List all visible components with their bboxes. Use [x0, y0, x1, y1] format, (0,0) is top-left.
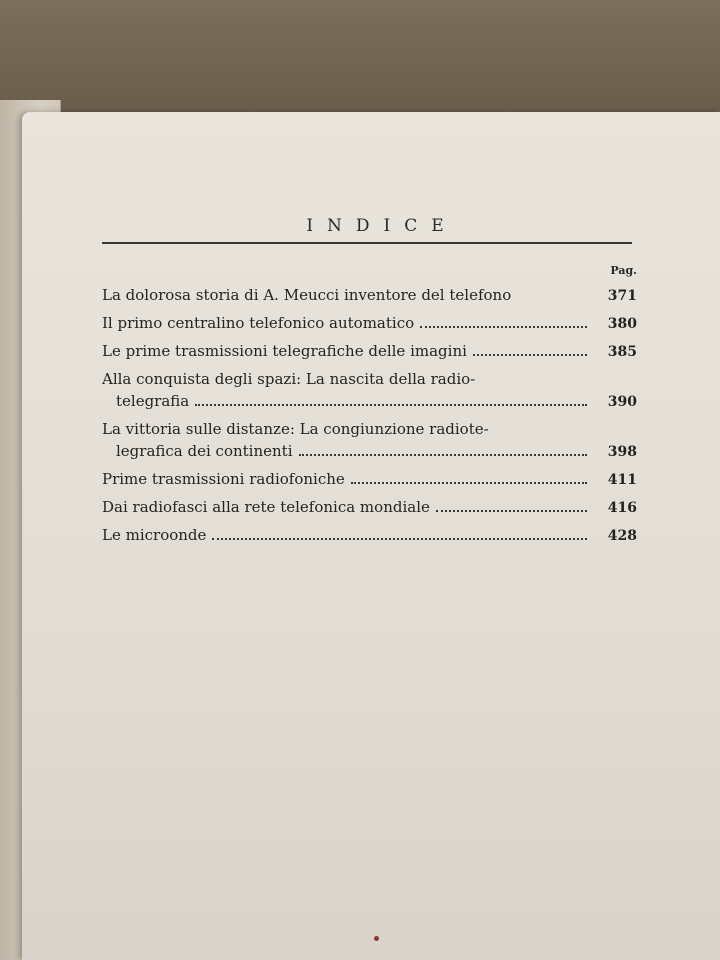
dot-leader	[351, 470, 587, 484]
toc-entry-line	[102, 524, 637, 547]
toc-entry	[102, 496, 637, 519]
toc-entry	[102, 524, 637, 547]
index-title: INDICE	[306, 216, 458, 236]
dot-leader	[420, 314, 587, 328]
toc-entry-title: Le microonde	[102, 526, 207, 544]
dot-leader	[473, 342, 587, 356]
toc-page-number: 398	[607, 444, 637, 460]
toc-entry-title: Alla conquista degli spazi: La nascita della radio-	[102, 370, 476, 388]
toc-entry-title: Le prime trasmissioni telegrafiche delle imagini	[102, 342, 467, 360]
paper-speck	[374, 936, 379, 941]
toc-entry	[102, 312, 637, 335]
page-column-label: Pag.	[610, 264, 637, 277]
toc-page-number: 390	[607, 394, 637, 410]
toc-entry-title: legrafica dei continenti	[116, 442, 293, 460]
toc-page-number: 428	[607, 528, 637, 544]
toc-entry-line	[102, 468, 637, 491]
toc-entry-line	[102, 312, 637, 335]
dot-leader	[195, 392, 587, 406]
toc-entry-title: La dolorosa storia di A. Meucci inventore del telefono	[102, 286, 512, 304]
toc-entry-line	[102, 496, 637, 519]
toc-entry-line	[102, 340, 637, 363]
toc-page-number: 416	[607, 500, 637, 516]
toc-entry-line	[102, 390, 637, 413]
book-page	[22, 112, 720, 960]
toc-entry-title: telegrafia	[116, 392, 190, 410]
toc-entry	[102, 368, 637, 413]
toc-page-number: 411	[607, 472, 637, 488]
toc-entry-line	[102, 368, 637, 390]
toc-entry-title: Il primo centralino telefonico automatico	[102, 314, 415, 332]
toc-entry-title: Prime trasmissioni radiofoniche	[102, 470, 345, 488]
toc-entry-title: Dai radiofasci alla rete telefonica mondiale	[102, 498, 430, 516]
dot-leader	[299, 442, 588, 456]
toc-entry-line	[102, 284, 637, 307]
toc-page-number: 385	[607, 344, 637, 360]
dot-leader	[436, 498, 587, 512]
toc-page-number: 380	[607, 316, 637, 332]
table-of-contents	[102, 284, 637, 552]
toc-entry	[102, 284, 637, 307]
toc-entry-title: La vittoria sulle distanze: La congiunzione radiote-	[102, 420, 489, 438]
dot-leader	[212, 526, 587, 540]
toc-page-number: 371	[607, 288, 637, 304]
toc-entry	[102, 468, 637, 491]
toc-entry	[102, 340, 637, 363]
toc-entry-line	[102, 418, 637, 440]
title-rule	[102, 242, 632, 244]
toc-entry-line	[102, 440, 637, 463]
toc-entry	[102, 418, 637, 463]
